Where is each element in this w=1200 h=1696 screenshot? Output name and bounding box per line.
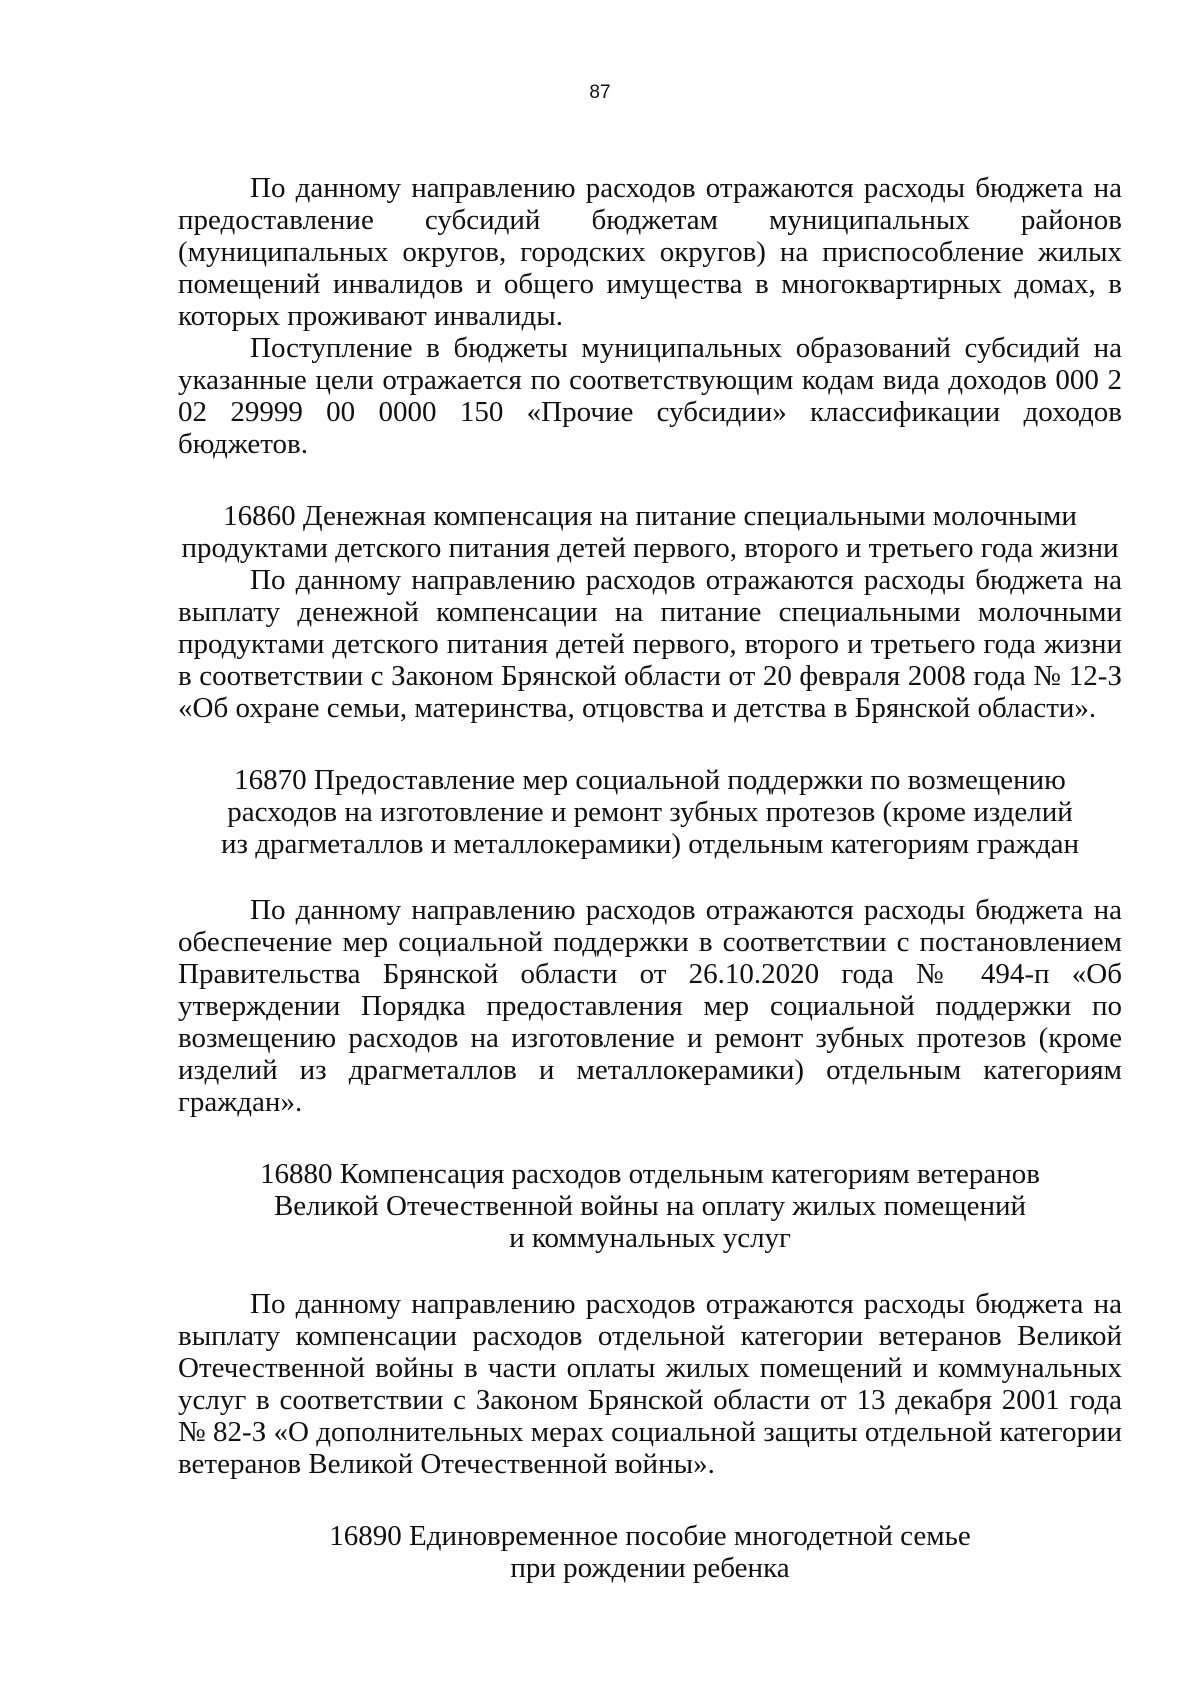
heading-line: 16890 Единовременное пособие многодетной семье: [329, 1520, 971, 1552]
heading-line: из драгметаллов и металлокерамики) отдельным категориям граждан: [221, 828, 1079, 860]
document-body: [178, 172, 1122, 1584]
paragraph-16860: По данному направлению расходов отражаются расходы бюджета на выплату денежной компенсации на питание специальными молочными продуктами детского питания детей первого, второго и третьего года жизни в соответствии с Законом Брянской области от 20 февраля 2008 года № 12-З «Об охране семьи, материнства, отцовства и детства в Брянской области».: [178, 564, 1122, 724]
heading-line: 16860 Денежная компенсация на питание специальными молочными: [223, 500, 1077, 532]
heading-line: расходов на изготовление и ремонт зубных протезов (кроме изделий: [227, 796, 1073, 828]
section-heading-16860: [178, 500, 1122, 564]
heading-line: 16880 Компенсация расходов отдельным категориям ветеранов: [259, 1158, 1040, 1190]
section-heading-16880: [178, 1158, 1122, 1254]
paragraph-16870: По данному направлению расходов отражаются расходы бюджета на обеспечение мер социальной поддержки в соответствии с постановлением Правительства Брянской области от 26.10.2020 года № 494-п «Об утверждении Порядка предоставления мер социальной поддержки по возмещению расходов на изготовление и ремонт зубных протезов (кроме изделий из драгметаллов и металлокерамики) отдельным категориям граждан».: [178, 894, 1122, 1118]
heading-line: продуктами детского питания детей первого, второго и третьего года жизни: [181, 532, 1119, 564]
heading-line: Великой Отечественной войны на оплату жилых помещений: [273, 1190, 1027, 1222]
paragraph-subsidy-income-codes: Поступление в бюджеты муниципальных образований субсидий на указанные цели отражается по соответствующим кодам вида доходов 000 2 02 29999 00 0000 150 «Прочие субсидии» классификации доходов бюджетов.: [178, 332, 1122, 460]
paragraph-subsidy-housing-adaptation: По данному направлению расходов отражаются расходы бюджета на предоставление субсидий бюджетам муниципальных районов (муниципальных округов, городских округов) на приспособление жилых помещений инвалидов и общего имущества в многоквартирных домах, в которых проживают инвалиды.: [178, 172, 1122, 332]
heading-line: при рождении ребенка: [510, 1552, 790, 1584]
section-heading-16890: [178, 1520, 1122, 1584]
paragraph-16880: По данному направлению расходов отражаются расходы бюджета на выплату компенсации расходов отдельной категории ветеранов Великой Отечественной войны в части оплаты жилых помещений и коммунальных услуг в соответствии с Законом Брянской области от 13 декабря 2001 года № 82-З «О дополнительных мерах социальной защиты отдельной категории ветеранов Великой Отечественной войны».: [178, 1288, 1122, 1480]
heading-line: и коммунальных услуг: [509, 1222, 791, 1254]
heading-line: 16870 Предоставление мер социальной поддержки по возмещению: [234, 764, 1066, 796]
page-number: 87: [589, 82, 611, 103]
section-heading-16870: [178, 764, 1122, 860]
